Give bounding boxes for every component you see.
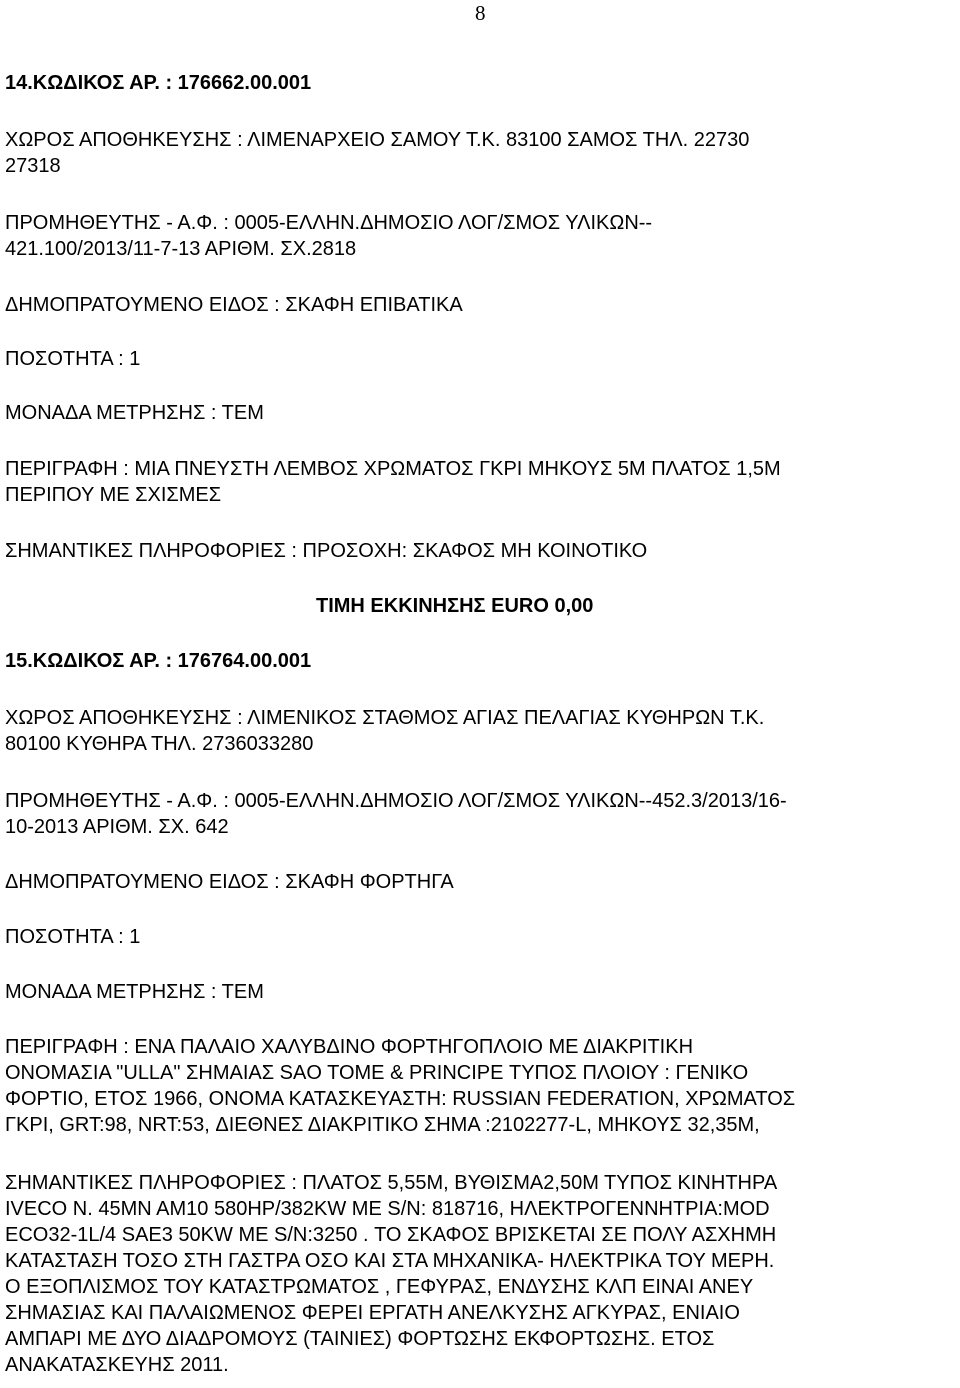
storage-line: 27318	[5, 155, 61, 177]
item-unit: ΜΟΝΑΔΑ ΜΕΤΡΗΣΗΣ : ΤΕΜ	[5, 981, 264, 1003]
info-line: ΑΝΑΚΑΤΑΣΚΕΥΗΣ 2011.	[5, 1354, 229, 1376]
item-type: ΔΗΜΟΠΡΑΤΟΥΜΕΝΟ ΕΙΔΟΣ : ΣΚΑΦΗ ΦΟΡΤΗΓΑ	[5, 871, 454, 893]
description-line: ΟΝΟΜΑΣΙΑ "ULLA" ΣΗΜΑΙΑΣ SAO TOME & PRINCIPE ΤΥΠΟΣ ΠΛΟΙΟΥ : ΓΕΝΙΚΟ	[5, 1062, 749, 1084]
info-line: ΣΗΜΑΝΤΙΚΕΣ ΠΛΗΡΟΦΟΡΙΕΣ : ΠΛΑΤΟΣ 5,55Μ, ΒΥΘΙΣΜΑ2,50Μ ΤΥΠΟΣ ΚΙΝΗΤΗΡΑ	[5, 1172, 778, 1194]
item-quantity: ΠΟΣΟΤΗΤΑ : 1	[5, 348, 141, 370]
description-line: ΠΕΡΙΓΡΑΦΗ : ΕΝΑ ΠΑΛΑΙΟ ΧΑΛΥΒΔΙΝΟ ΦΟΡΤΗΓΟΠΛΟΙΟ ΜΕ ΔΙΑΚΡΙΤΙΚΗ	[5, 1036, 694, 1058]
info-line: Ο ΕΞΟΠΛΙΣΜΟΣ ΤΟΥ ΚΑΤΑΣΤΡΩΜΑΤΟΣ , ΓΕΦΥΡΑΣ, ΕΝΔΥΣΗΣ ΚΛΠ ΕΙΝΑΙ ΑΝΕΥ	[5, 1276, 754, 1298]
storage-line: ΧΩΡΟΣ ΑΠΟΘΗΚΕΥΣΗΣ : ΛΙΜΕΝΑΡΧΕΙΟ ΣΑΜΟΥ Τ.Κ. 83100 ΣΑΜΟΣ ΤΗΛ. 22730	[5, 129, 750, 151]
page-number: 8	[475, 1, 486, 25]
description-line: ΦΟΡΤΙΟ, ΕΤΟΣ 1966, ΟΝΟΜΑ ΚΑΤΑΣΚΕΥΑΣΤΗ: RUSSIAN FEDERATION, ΧΡΩΜΑΤΟΣ	[5, 1088, 796, 1110]
info-line: ΚΑΤΑΣΤΑΣΗ ΤΟΣΟ ΣΤΗ ΓΑΣΤΡΑ ΟΣΟ ΚΑΙ ΣΤΑ ΜΗΧΑΝΙΚΑ- ΗΛΕΚΤΡΙΚΑ ΤΟΥ ΜΕΡΗ.	[5, 1250, 775, 1272]
description-line: ΠΕΡΙΓΡΑΦΗ : ΜΙΑ ΠΝΕΥΣΤΗ ΛΕΜΒΟΣ ΧΡΩΜΑΤΟΣ ΓΚΡΙ ΜΗΚΟΥΣ 5Μ ΠΛΑΤΟΣ 1,5Μ	[5, 458, 781, 480]
supplier-line: 421.100/2013/11-7-13 ΑΡΙΘΜ. ΣΧ.2818	[5, 238, 357, 260]
item-code: 15.ΚΩΔΙΚΟΣ ΑΡ. : 176764.00.001	[5, 650, 312, 672]
storage-line: 80100 ΚΥΘΗΡΑ ΤΗΛ. 2736033280	[5, 733, 314, 755]
item-quantity: ΠΟΣΟΤΗΤΑ : 1	[5, 926, 141, 948]
supplier-line: 10-2013 ΑΡΙΘΜ. ΣΧ. 642	[5, 816, 229, 838]
storage-line: ΧΩΡΟΣ ΑΠΟΘΗΚΕΥΣΗΣ : ΛΙΜΕΝΙΚΟΣ ΣΤΑΘΜΟΣ ΑΓΙΑΣ ΠΕΛΑΓΙΑΣ ΚΥΘΗΡΩΝ Τ.Κ.	[5, 707, 765, 729]
info-line: ΑΜΠΑΡΙ ΜΕ ΔΥΟ ΔΙΑΔΡΟΜΟΥΣ (ΤΑΙΝΙΕΣ) ΦΟΡΤΩΣΗΣ ΕΚΦΟΡΤΩΣΗΣ. ΕΤΟΣ	[5, 1328, 715, 1350]
info-line: ΣΗΜΑΣΙΑΣ ΚΑΙ ΠΑΛΑΙΩΜΕΝΟΣ ΦΕΡΕΙ ΕΡΓΑΤΗ ΑΝΕΛΚΥΣΗΣ ΑΓΚΥΡΑΣ, ΕΝΙΑΙΟ	[5, 1302, 740, 1324]
info-line: ECO32-1L/4 SAE3 50KW ΜΕ S/N:3250 . ΤΟ ΣΚΑΦΟΣ ΒΡΙΣΚΕΤΑΙ ΣΕ ΠΟΛΥ ΑΣΧΗΜΗ	[5, 1224, 777, 1246]
info-line: ΣΗΜΑΝΤΙΚΕΣ ΠΛΗΡΟΦΟΡΙΕΣ : ΠΡΟΣΟΧΗ: ΣΚΑΦΟΣ ΜΗ ΚΟΙΝΟΤΙΚΟ	[5, 540, 648, 562]
starting-price: ΤΙΜΗ ΕΚΚΙΝΗΣΗΣ EURO 0,00	[316, 595, 594, 617]
description-line: ΠΕΡΙΠΟΥ ΜΕ ΣΧΙΣΜΕΣ	[5, 484, 222, 506]
item-unit: ΜΟΝΑΔΑ ΜΕΤΡΗΣΗΣ : ΤΕΜ	[5, 402, 264, 424]
info-line: IVECO N. 45MN AM10 580HP/382KW ΜΕ S/N: 818716, ΗΛΕΚΤΡΟΓΕΝΝΗΤΡΙΑ:MOD	[5, 1198, 770, 1220]
description-line: ΓΚΡΙ, GRT:98, NRT:53, ΔΙΕΘΝΕΣ ΔΙΑΚΡΙΤΙΚΟ ΣΗΜΑ :2102277-L, ΜΗΚΟΥΣ 32,35Μ,	[5, 1114, 760, 1136]
supplier-line: ΠΡΟΜΗΘΕΥΤΗΣ - Α.Φ. : 0005-ΕΛΛΗΝ.ΔΗΜΟΣΙΟ ΛΟΓ/ΣΜΟΣ ΥΛΙΚΩΝ--452.3/2013/16-	[5, 790, 787, 812]
supplier-line: ΠΡΟΜΗΘΕΥΤΗΣ - Α.Φ. : 0005-ΕΛΛΗΝ.ΔΗΜΟΣΙΟ ΛΟΓ/ΣΜΟΣ ΥΛΙΚΩΝ--	[5, 212, 653, 234]
item-code: 14.ΚΩΔΙΚΟΣ ΑΡ. : 176662.00.001	[5, 72, 312, 94]
item-type: ΔΗΜΟΠΡΑΤΟΥΜΕΝΟ ΕΙΔΟΣ : ΣΚΑΦΗ ΕΠΙΒΑΤΙΚΑ	[5, 294, 463, 316]
